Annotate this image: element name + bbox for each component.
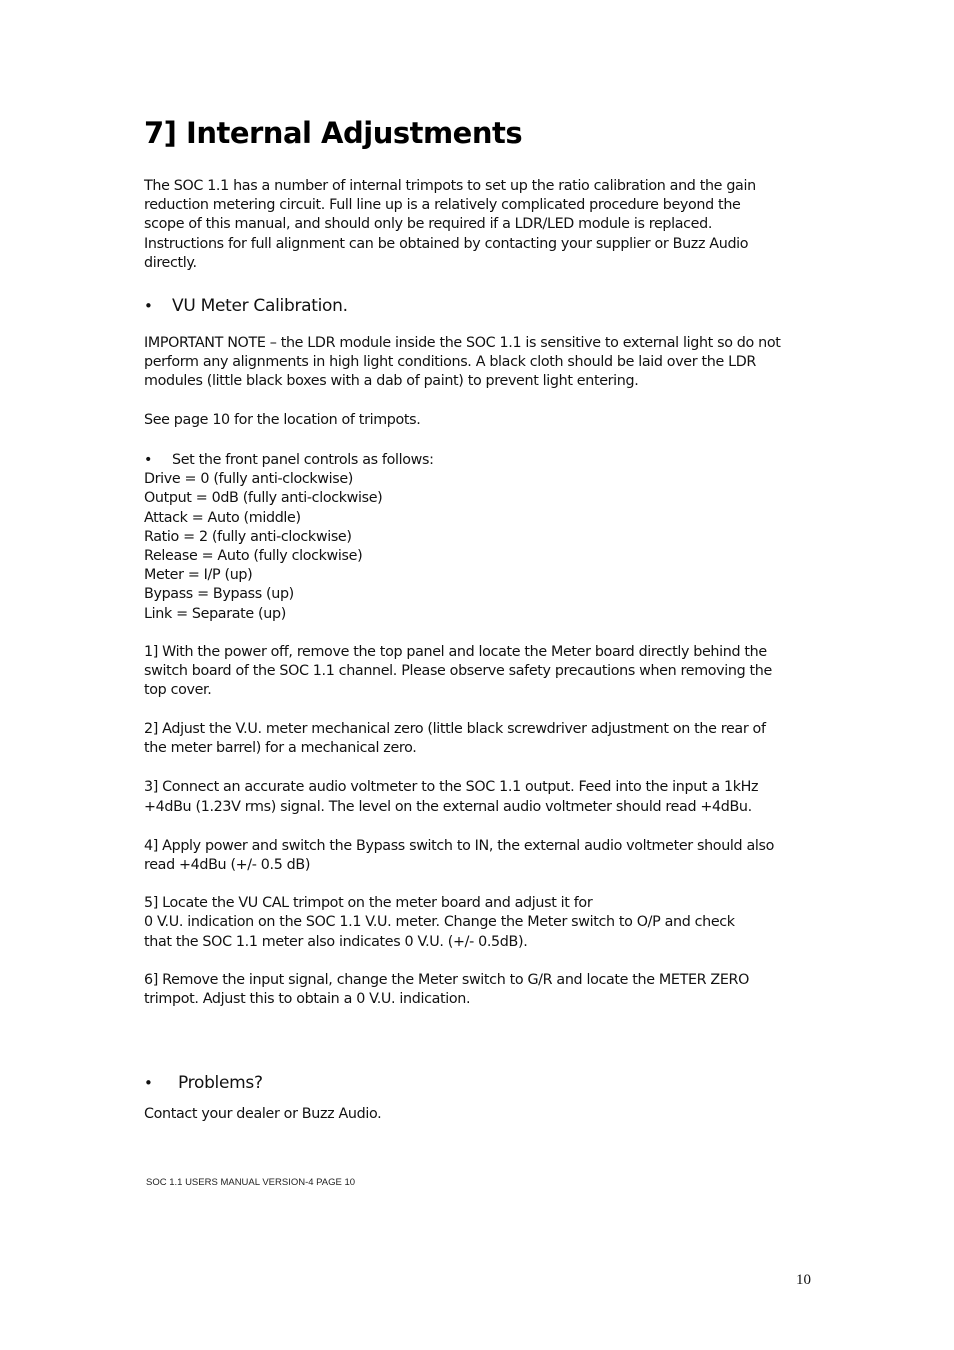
intro-paragraph [144,177,816,273]
step-line: 0 V.U. indication on the SOC 1.1 V.U. meter. Change the Meter switch to O/P and check [144,914,735,931]
controls-intro-text: Set the front panel controls as follows: [172,452,434,469]
controls-intro [144,451,816,470]
step-line: +4dBu (1.23V rms) signal. The level on the external audio voltmeter should read +4dBu. [144,799,752,816]
control-setting: Bypass = Bypass (up) [144,586,294,603]
step-4 [144,837,816,875]
see-page-text: See page 10 for the location of trimpots. [144,411,421,428]
footer-text: SOC 1.1 USERS MANUAL VERSION-4 PAGE 10 [146,1177,356,1188]
section-heading-problems [144,1071,816,1095]
section-heading-text: Problems? [178,1073,263,1094]
step-line: 5] Locate the VU CAL trimpot on the meter board and adjust it for [144,895,593,912]
step-line: 3] Connect an accurate audio voltmeter to the SOC 1.1 output. Feed into the input a 1kHz [144,779,759,796]
step-line: switch board of the SOC 1.1 channel. Please observe safety precautions when removing the [144,663,772,680]
step-3 [144,777,816,817]
step-line: 1] With the power off, remove the top panel and locate the Meter board directly behind the [144,644,767,661]
step-line: read +4dBu (+/- 0.5 dB) [144,856,311,873]
important-note [144,334,816,392]
page-content [144,112,816,1125]
section-heading-text: VU Meter Calibration. [172,296,348,317]
intro-line: reduction metering circuit. Full line up is a relatively complicated procedure beyond the [144,197,741,214]
intro-line: scope of this manual, and should only be required if a LDR/LED module is replaced. [144,216,713,233]
step-1 [144,643,816,701]
intro-line: The SOC 1.1 has a number of internal trimpots to set up the ratio calibration and the gain [144,178,756,194]
note-line: modules (little black boxes with a dab of paint) to prevent light entering. [144,373,639,390]
page-title: 7] Internal Adjustments [144,116,523,150]
step-line: top cover. [144,682,212,699]
intro-line: Instructions for full alignment can be obtained by contacting your supplier or Buzz Audio [144,235,749,252]
control-setting: Output = 0dB (fully anti-clockwise) [144,490,383,507]
step-line: 6] Remove the input signal, change the Meter switch to G/R and locate the METER ZERO [144,972,750,988]
control-setting: Meter = I/P (up) [144,567,253,584]
control-setting: Release = Auto (fully clockwise) [144,548,363,565]
bullet-icon: • [144,1074,153,1093]
control-setting: Drive = 0 (fully anti-clockwise) [144,471,354,488]
note-line: perform any alignments in high light conditions. A black cloth should be laid over the LDR [144,354,756,371]
control-setting: Link = Separate (up) [144,605,286,622]
step-line: trimpot. Adjust this to obtain a 0 V.U. indication. [144,991,471,1008]
step-2 [144,720,816,758]
step-line: 4] Apply power and switch the Bypass switch to IN, the external audio voltmeter should also [144,837,774,854]
step-5 [144,894,816,952]
note-line: IMPORTANT NOTE – the LDR module inside the SOC 1.1 is sensitive to external light so do not [144,335,781,352]
problems-text: Contact your dealer or Buzz Audio. [144,1106,382,1123]
bullet-icon: • [144,297,153,316]
intro-line: directly. [144,254,197,271]
page-number: 10 [796,1272,811,1288]
section-heading-vu-calibration [144,294,816,318]
step-line: that the SOC 1.1 meter also indicates 0 V.U. (+/- 0.5dB). [144,933,528,950]
step-6 [144,971,816,1009]
control-setting: Ratio = 2 (fully anti-clockwise) [144,528,352,545]
control-setting: Attack = Auto (middle) [144,509,301,526]
step-line: the meter barrel) for a mechanical zero. [144,740,417,757]
step-line: 2] Adjust the V.U. meter mechanical zero (little black screwdriver adjustment on the rear of [144,720,766,737]
bullet-icon: • [144,452,153,469]
controls-list [144,451,816,624]
